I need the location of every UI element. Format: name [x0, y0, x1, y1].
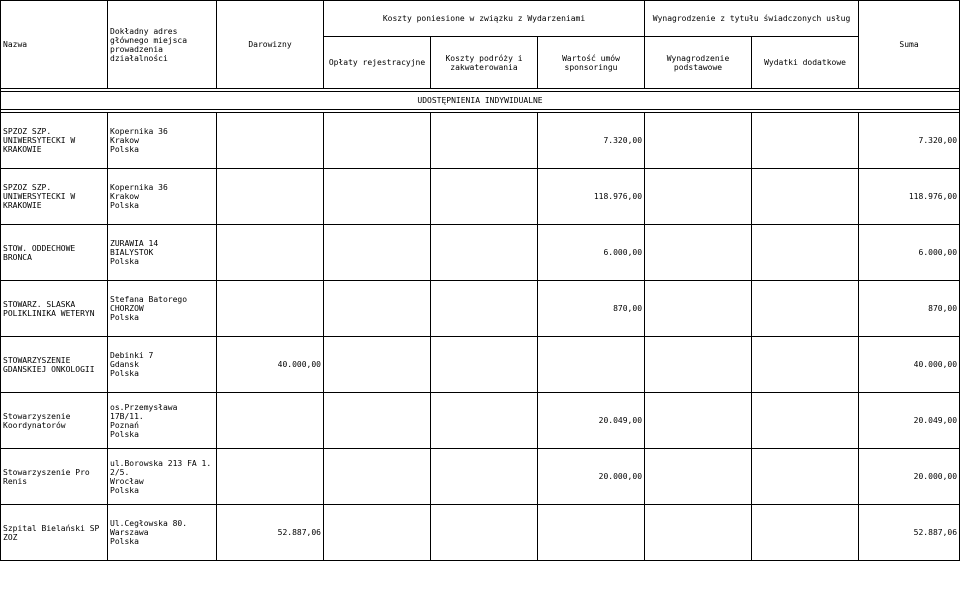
row-donations	[217, 393, 324, 449]
row-registration	[324, 393, 431, 449]
row-donations	[217, 169, 324, 225]
row-total: 40.000,00	[859, 337, 960, 393]
address-street: Debinki 7	[110, 351, 154, 360]
row-sponsorship: 20.000,00	[538, 449, 645, 505]
address-country: Polska	[110, 313, 139, 322]
address-city: Poznań	[110, 420, 139, 430]
row-name: SPZOZ SZP. UNIWERSYTECKI W KRAKOWIE	[1, 169, 108, 225]
row-extra-expenses	[752, 449, 859, 505]
address-city: Wrocław	[110, 476, 144, 486]
header-costs-group: Koszty poniesione w związku z Wydarzeniami	[324, 1, 645, 37]
section-title: UDOSTĘPNIENIA INDYWIDUALNE	[1, 92, 960, 110]
row-total: 20.000,00	[859, 449, 960, 505]
row-donations: 40.000,00	[217, 337, 324, 393]
row-address	[108, 281, 217, 337]
row-name: STOW. ODDECHOWE BRONCA	[1, 225, 108, 281]
row-base-fee	[645, 169, 752, 225]
row-total: 7.320,00	[859, 113, 960, 169]
row-extra-expenses	[752, 393, 859, 449]
row-registration	[324, 169, 431, 225]
row-base-fee	[645, 449, 752, 505]
row-base-fee	[645, 505, 752, 561]
header-base-fee: Wynagrodzenie podstawowe	[645, 37, 752, 89]
row-donations: 52.887,06	[217, 505, 324, 561]
address-country: Polska	[110, 369, 139, 378]
row-donations	[217, 113, 324, 169]
address-country: Polska	[110, 537, 139, 546]
row-sponsorship: 7.320,00	[538, 113, 645, 169]
address-country: Polska	[110, 429, 139, 439]
row-name: SPZOZ SZP. UNIWERSYTECKI W KRAKOWIE	[1, 113, 108, 169]
header-fees-group: Wynagrodzenie z tytułu świadczonych usług	[645, 1, 859, 37]
row-name: Stowarzyszenie Koordynatorów	[1, 393, 108, 449]
address-city: BIALYSTOK	[110, 248, 154, 257]
row-extra-expenses	[752, 225, 859, 281]
address-street: ZURAWIA 14	[110, 239, 159, 248]
row-extra-expenses	[752, 337, 859, 393]
row-address	[108, 393, 217, 449]
header-donations: Darowizny	[217, 1, 324, 89]
row-extra-expenses	[752, 505, 859, 561]
address-street: os.Przemysława 17B/11.	[110, 402, 178, 421]
row-total: 20.049,00	[859, 393, 960, 449]
row-address	[108, 337, 217, 393]
row-base-fee	[645, 393, 752, 449]
table-row	[1, 225, 960, 281]
row-name: STOWARZ. SLASKA POLIKLINIKA WETERYN	[1, 281, 108, 337]
row-travel	[431, 393, 538, 449]
row-base-fee	[645, 281, 752, 337]
address-country: Polska	[110, 485, 139, 495]
row-travel	[431, 449, 538, 505]
row-extra-expenses	[752, 113, 859, 169]
table-row	[1, 169, 960, 225]
address-city: Warszawa	[110, 528, 149, 537]
row-travel	[431, 169, 538, 225]
address-street: Stefana Batorego	[110, 295, 188, 304]
table-row	[1, 393, 960, 449]
row-sponsorship	[538, 337, 645, 393]
header-total: Suma	[859, 1, 960, 89]
row-address	[108, 113, 217, 169]
address-street: Ul.Cegłowska 80.	[110, 519, 188, 528]
header-travel: Koszty podróży i zakwaterowania	[431, 37, 538, 89]
address-city: Krakow	[110, 192, 139, 201]
table-row	[1, 505, 960, 561]
row-address	[108, 505, 217, 561]
row-total: 52.887,06	[859, 505, 960, 561]
row-donations	[217, 281, 324, 337]
row-name: STOWARZYSZENIE GDANSKIEJ ONKOLOGII	[1, 337, 108, 393]
address-country: Polska	[110, 145, 139, 154]
row-registration	[324, 113, 431, 169]
row-base-fee	[645, 113, 752, 169]
address-city: CHORZOW	[110, 304, 144, 313]
header-extra-expenses: Wydatki dodatkowe	[752, 37, 859, 89]
row-base-fee	[645, 225, 752, 281]
header-name: Nazwa	[1, 1, 108, 89]
row-donations	[217, 225, 324, 281]
row-address	[108, 169, 217, 225]
row-sponsorship: 6.000,00	[538, 225, 645, 281]
row-sponsorship	[538, 505, 645, 561]
row-donations	[217, 449, 324, 505]
table-row	[1, 113, 960, 169]
row-registration	[324, 337, 431, 393]
table-row	[1, 449, 960, 505]
row-name: Szpital Bielański SP ZOZ	[1, 505, 108, 561]
row-travel	[431, 281, 538, 337]
row-base-fee	[645, 337, 752, 393]
row-registration	[324, 505, 431, 561]
header-sponsorship: Wartość umów sponsoringu	[538, 37, 645, 89]
table-row	[1, 281, 960, 337]
row-sponsorship: 870,00	[538, 281, 645, 337]
table-row	[1, 337, 960, 393]
header-address: Dokładny adres głównego miejsca prowadzenia działalności	[108, 1, 217, 89]
row-travel	[431, 113, 538, 169]
row-name: Stowarzyszenie Pro Renis	[1, 449, 108, 505]
address-street: ul.Borowska 213 FA 1. 2/5.	[110, 458, 212, 477]
address-street: Kopernika 36	[110, 127, 168, 136]
row-registration	[324, 281, 431, 337]
row-extra-expenses	[752, 169, 859, 225]
row-extra-expenses	[752, 281, 859, 337]
address-country: Polska	[110, 257, 139, 266]
address-city: Gdansk	[110, 360, 139, 369]
row-total: 118.976,00	[859, 169, 960, 225]
row-address	[108, 225, 217, 281]
row-address	[108, 449, 217, 505]
row-registration	[324, 449, 431, 505]
address-country: Polska	[110, 201, 139, 210]
address-city: Krakow	[110, 136, 139, 145]
row-travel	[431, 337, 538, 393]
header-registration: Opłaty rejestracyjne	[324, 37, 431, 89]
row-registration	[324, 225, 431, 281]
row-travel	[431, 225, 538, 281]
address-street: Kopernika 36	[110, 183, 168, 192]
row-sponsorship: 118.976,00	[538, 169, 645, 225]
row-sponsorship: 20.049,00	[538, 393, 645, 449]
row-travel	[431, 505, 538, 561]
row-total: 870,00	[859, 281, 960, 337]
row-total: 6.000,00	[859, 225, 960, 281]
